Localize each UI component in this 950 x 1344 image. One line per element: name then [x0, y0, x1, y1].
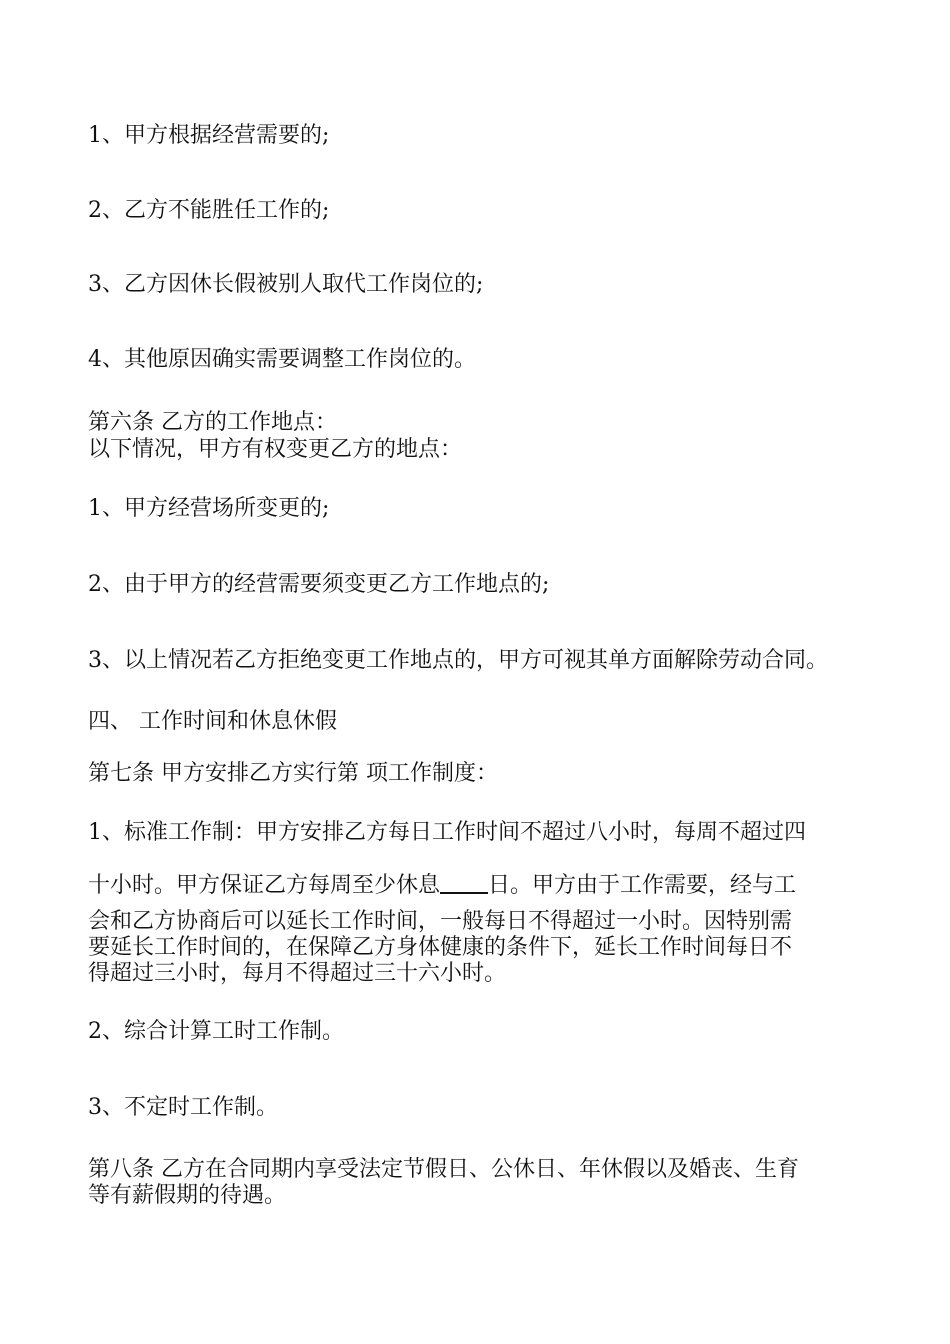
article7-title: 第七条 甲方安排乙方实行第 项工作制度：	[88, 761, 498, 786]
article6-item-2: 2、由于甲方的经营需要须变更乙方工作地点的;	[88, 572, 550, 597]
section5-item-4: 4、其他原因确实需要调整工作岗位的。	[88, 347, 476, 372]
article7-item1-line3: 会和乙方协商后可以延长工作时间，一般每日不得超过一小时。因特别需	[88, 909, 793, 934]
article7-item1-line4: 要延长工作时间的，在保障乙方身体健康的条件下，延长工作时间每日不	[88, 935, 793, 960]
article8-line1: 第八条 乙方在合同期内享受法定节假日、公休日、年休假以及婚丧、生育	[88, 1157, 799, 1182]
article7-item1-line1: 1、标准工作制：甲方安排乙方每日工作时间不超过八小时，每周不超过四	[88, 820, 806, 845]
article7-item1-line5: 得超过三小时，每月不得超过三十六小时。	[88, 961, 507, 986]
article7-item1-line2	[88, 872, 796, 899]
article6-title: 第六条 乙方的工作地点：	[88, 410, 337, 435]
article7-item-2: 2、综合计算工时工作制。	[88, 1019, 344, 1044]
article8-line2: 等有薪假期的待遇。	[88, 1183, 287, 1208]
section5-item-2: 2、乙方不能胜任工作的;	[88, 198, 330, 223]
article7-item1-line2-before: 十小时。甲方保证乙方每周至少休息	[88, 873, 441, 898]
section4-heading: 四、 工作时间和休息休假	[88, 709, 337, 734]
article7-item-3: 3、不定时工作制。	[88, 1095, 278, 1120]
article6-intro: 以下情况，甲方有权变更乙方的地点：	[88, 437, 463, 462]
article6-item-1: 1、甲方经营场所变更的;	[88, 496, 330, 521]
article6-item-3: 3、以上情况若乙方拒绝变更工作地点的，甲方可视其单方面解除劳动合同。	[88, 648, 828, 673]
article7-item1-line2-after: 日。甲方由于工作需要，经与工	[488, 873, 797, 898]
rest-days-blank	[440, 872, 488, 894]
section5-item-3: 3、乙方因休长假被别人取代工作岗位的;	[88, 272, 484, 297]
section5-item-1: 1、甲方根据经营需要的;	[88, 123, 330, 148]
